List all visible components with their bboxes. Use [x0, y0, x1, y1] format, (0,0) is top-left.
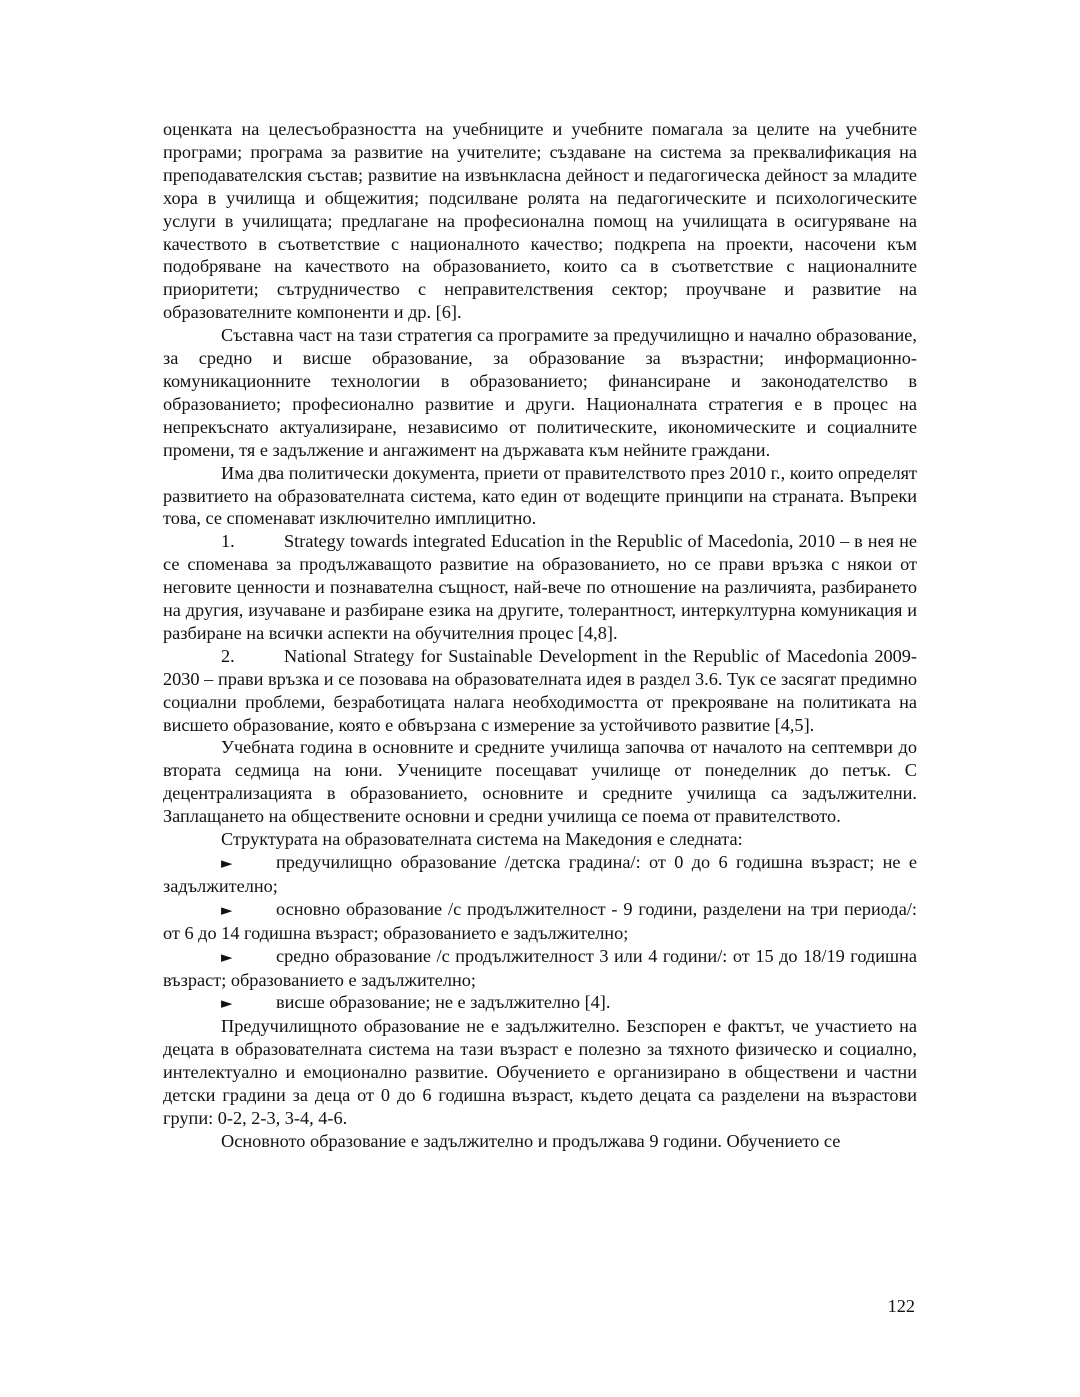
bullet-item	[163, 851, 917, 898]
paragraph-school-year: Учебната година в основните и средните училища започва от началото на септември до втората седмица на юни. Учениците посещават училище от понеделник до петък. С децентрализацията в образованието, основните и средните училища са задължителни. Заплащането на обществените основни и средни училища се поема от правителството.	[163, 737, 917, 827]
page-number: 122	[887, 1296, 915, 1316]
page-body	[163, 118, 917, 1153]
bullet-text: средно образование /с продължителност 3 или 4 години/: от 15 до 18/19 годишна възраст; образованието е задължително;	[163, 945, 917, 990]
bullet-item	[163, 945, 917, 992]
paragraph-continuation: оценката на целесъобразността на учебниците и учебните помагала за целите на учебните програми; програма за развитие на учителите; създаване на система за преквалификация на преподавателския състав; развитие на извънкласна дейност и педагогическа дейност за младите хора в училища и общежития; подсилване ролята на педагогическите и психологическите услуги в училищата; предлагане на професионална помощ на училищата в осигуряване на качеството в съответствие с националното качество; подкрепа на проекти, насочени към подобряване на качеството на образованието, които са в съответствие с националните приоритети; сътрудничество с неправителствения сектор; проучване и развитие на образователните компоненти и др. [6].	[163, 119, 917, 323]
bullet-text: основно образование /с продължителност - 9 години, разделени на три периода/: от 6 до 14 годишна възраст; образованието е задължително;	[163, 898, 917, 943]
numbered-item	[163, 530, 917, 645]
bullet-item	[163, 991, 917, 1015]
bullet-arrow-icon: ►	[221, 854, 233, 872]
bullet-text: висше образование; не е задължително [4].	[276, 992, 611, 1013]
paragraph-structure-intro: Структурата на образователната система на Македония е следната:	[221, 829, 743, 850]
item-number: 1.	[221, 531, 235, 552]
paragraph-strategy-components: Съставна част на тази стратегия са програмите за предучилищно и начално образование, за средно и висше образование, за образование за възрастни; информационно-комуникационните технологии в образованието; финансиране и законодателство в образованието; професионално развитие и други. Националната стратегия е в процес на непрекъснато актуализиране, независимо от политическите, икономическите и социалните промени, тя е задължение и ангажимент на държавата към нейните граждани.	[163, 325, 917, 460]
bullet-text: предучилищно образование /детска градина/: от 0 до 6 годишна възраст; не е задължително;	[163, 852, 917, 896]
paragraph-preschool: Предучилищното образование не е задължително. Безспорен е фактът, че участието на децата в образователната система на тази възраст е полезно за тяхното физическо и социално, интелектуално и емоционално развитие. Обучението е организирано в обществени и частни детски градини за деца от 0 до 6 годишна възраст, където децата са разделени на възрастови групи: 0-2, 2-3, 3-4, 4-6.	[163, 1016, 917, 1128]
numbered-item	[163, 645, 917, 737]
bullet-arrow-icon: ►	[221, 994, 233, 1013]
bullet-arrow-icon: ►	[221, 900, 233, 919]
item-text: National Strategy for Sustainable Development in the Republic of Macedonia 2009-2030 – прави връзка и се позовава на образователната идея в раздел 3.6. Тук се засягат предимно социални проблеми, безработицата налага необходимостта от прекрояване на политиката на висшето образование, която е обвързана с измерение за устойчивото развитие [4,5].	[163, 645, 917, 735]
paragraph-primary-education: Основното образование е задължително и продължава 9 години. Обучението се	[221, 1130, 841, 1151]
paragraph-policy-documents: Има два политически документа, приети от правителството през 2010 г., които определят развитието на образователната система, като един от водещите принципи на страната. Въпреки това, се споменават изключително имплицитно.	[163, 462, 917, 529]
bullet-arrow-icon: ►	[221, 947, 233, 966]
item-text: Strategy towards integrated Education in the Republic of Macedonia, 2010 – в нея не се споменава за продължаващото развитие на образованието, но се прави връзка с някои от неговите ценности и познавателна същност, най-вече по отношение на различията, разбирането на другия, изучаване и разбиране езика на другите, толерантност, интеркултурна комуникация и разбиране на всички аспекти на обучителния процес [4,8].	[163, 531, 917, 643]
bullet-item	[163, 898, 917, 945]
item-number: 2.	[221, 645, 235, 666]
